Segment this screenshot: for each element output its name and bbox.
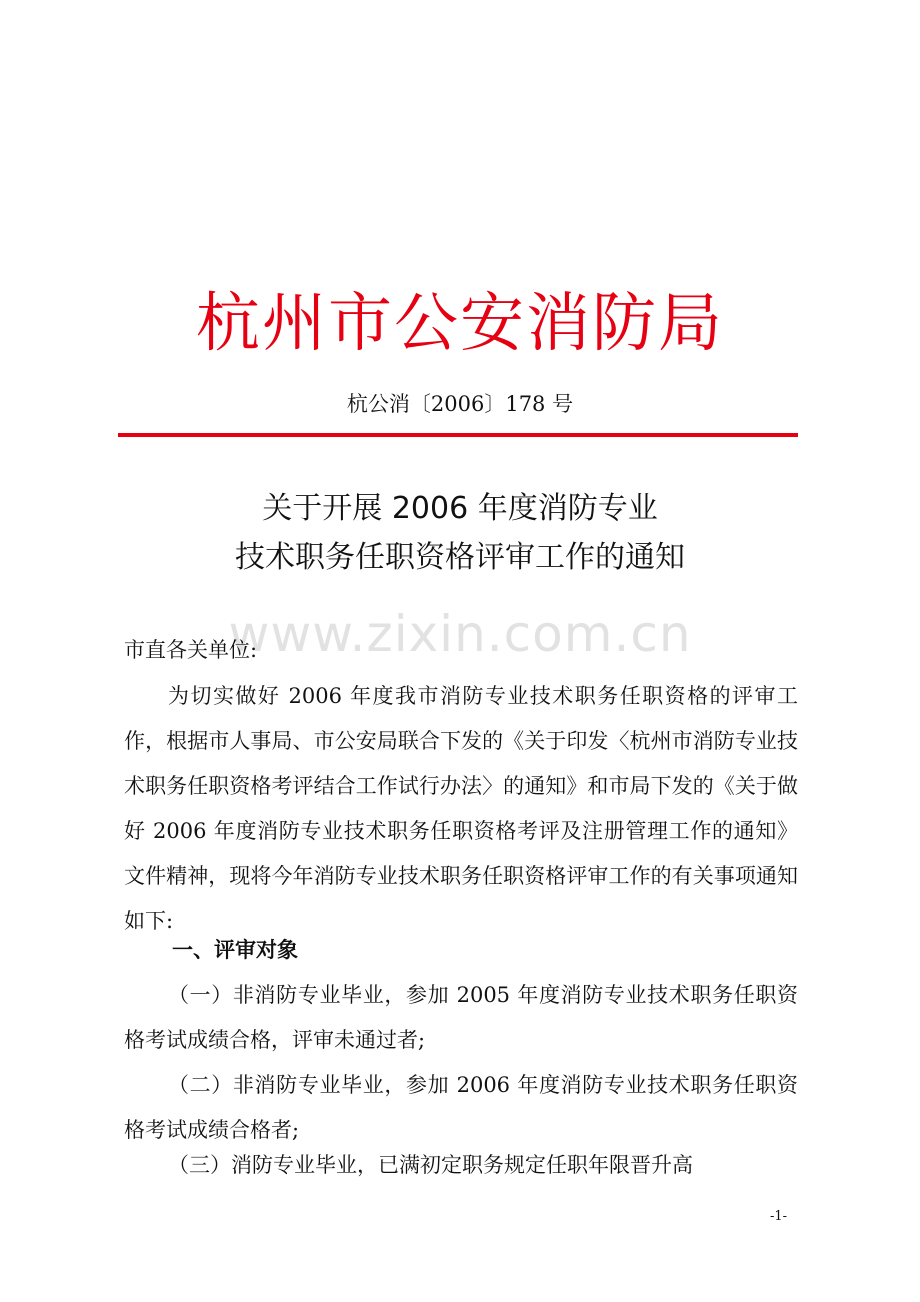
document-title-line-2: 技术职务任职资格评审工作的通知 <box>235 540 685 575</box>
intro-paragraph: 为切实做好 2006 年度我市消防专业技术职务任职资格的评审工作，根据市人事局、市公安局联合下发的《关于印发〈杭州市消防专业技术职务任职资格考评结合工作试行办法〉的通知》和市局下发的《关于做好 2006 年度消防专业技术职务任职资格考评及注册管理工作的通知》文件精神，现将今年消防专业技术职务任职资格评审工作的有关事项通知如下: <box>124 684 798 933</box>
watermark: www.zixin.com.cn <box>228 605 692 663</box>
document-title-line-1: 关于开展 2006 年度消防专业 <box>262 491 658 526</box>
red-divider-rule <box>118 433 798 437</box>
page-number: -1- <box>770 1209 788 1224</box>
section-heading-1: 一、评审对象 <box>172 938 298 962</box>
document-number: 杭公消〔2006〕178 号 <box>346 392 574 416</box>
list-item-3: （三）消防专业毕业，已满初定职务规定任职年限晋升高 <box>168 1153 693 1177</box>
list-item-1: （一）非消防专业毕业，参加 2005 年度消防专业技术职务任职资格考试成绩合格，评审未通过者; <box>124 983 798 1052</box>
list-item-2: （二）非消防专业毕业，参加 2006 年度消防专业技术职务任职资格考试成绩合格者; <box>124 1073 798 1142</box>
issuer-masthead: 杭州市公安消防局 <box>196 287 724 361</box>
salutation: 市直各关单位: <box>124 638 258 662</box>
